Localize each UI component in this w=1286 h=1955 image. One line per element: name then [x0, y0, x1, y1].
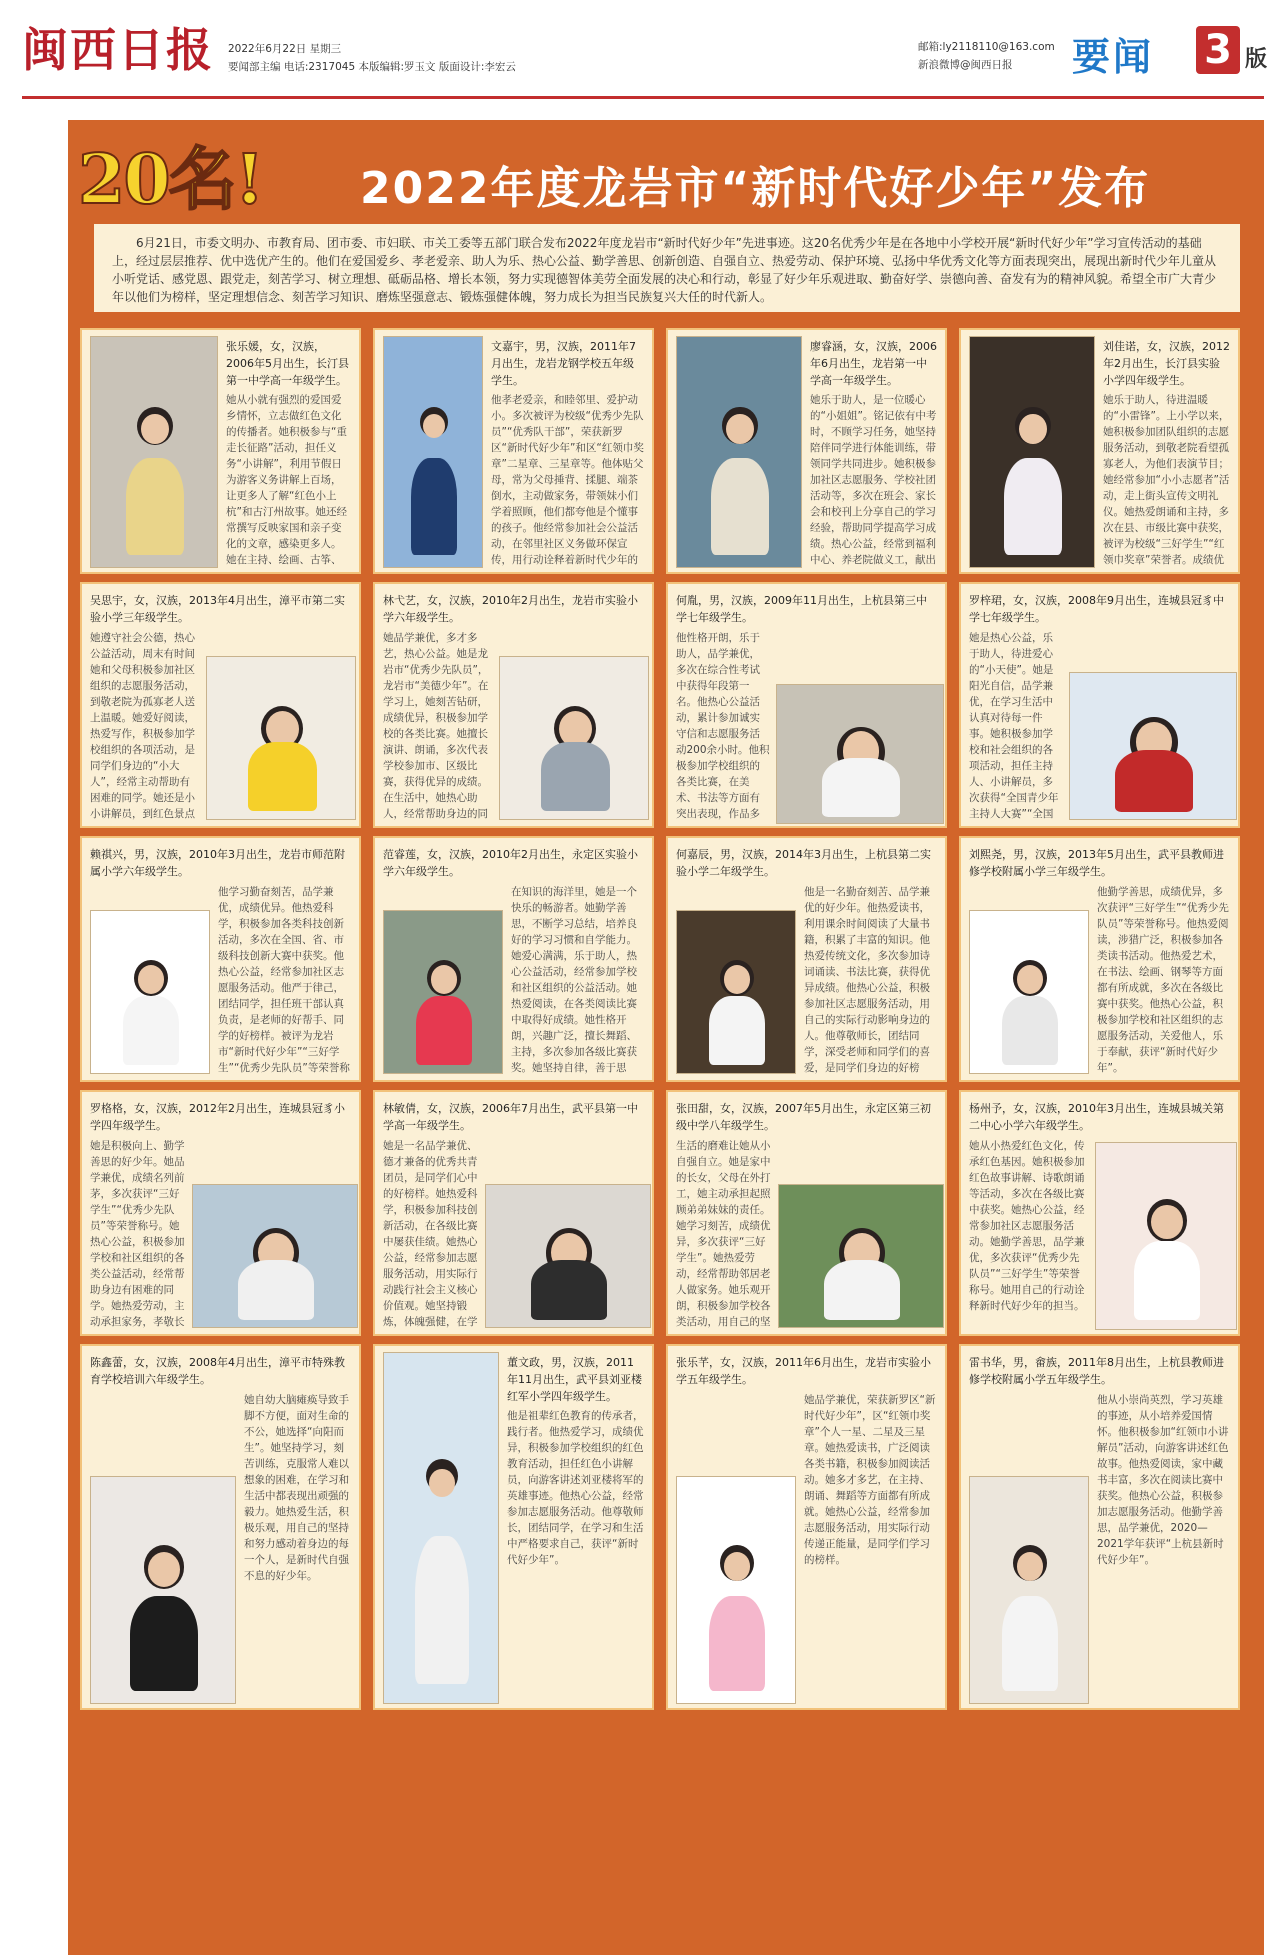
- profile-body: 她是一名品学兼优、德才兼备的优秀共青团员，是同学们心中的好榜样。她热爱科学，积极参加科技创新活动，在各级比赛中屡获佳绩。她热心公益，经常参加志愿服务活动，用实际行动践行社会主义核心价值观。她坚持锻炼，体魄强健，在学: [383, 1140, 478, 1328]
- student-photo: [776, 684, 944, 824]
- section-name: 要闻: [1072, 35, 1155, 79]
- profile-heading: 林敏倩，女，汉族，2006年7月出生，武平县第一中学高一年级学生。: [383, 1102, 638, 1132]
- page-unit: 版: [1245, 47, 1268, 72]
- editor-line: 要闻部主编 电话:2317045 本版编辑:罗玉文 版面设计:李宏云: [228, 61, 516, 73]
- profile-card: [373, 1344, 654, 1710]
- profile-card: [80, 328, 361, 574]
- profile-card: [80, 1344, 361, 1710]
- student-photo: [383, 1352, 499, 1704]
- student-photo: [676, 336, 802, 568]
- profile-card: [373, 1090, 654, 1336]
- profile-heading: 张乐媛，女，汉族，2006年5月出生，长汀县第一中学高一年级学生。: [226, 340, 349, 387]
- profile-card: [959, 1090, 1240, 1336]
- issue-date: 2022年6月22日 星期三: [228, 43, 342, 55]
- profile-heading: 董文政，男，汉族，2011年11月出生，武平县刘亚楼红军小学四年级学生。: [507, 1356, 642, 1403]
- headline-title: 2022年度龙岩市“新时代好少年”发布: [360, 163, 1151, 214]
- profile-heading: 刘熙尧，男，汉族，2013年5月出生，武平县教师进修学校附属小学三年级学生。: [969, 848, 1224, 878]
- profile-body: 她是积极向上、勤学善思的好少年。她品学兼优，成绩名列前茅，多次获评“三好学生”“优秀少先队员”等荣誉称号。她热心公益，积极参加学校和社区组织的各类公益活动，经常帮助身边有困难的同学。她热爱劳动，主动承担家务，孝敬长: [90, 1140, 185, 1328]
- profile-card: [959, 328, 1240, 574]
- profile-card: [373, 328, 654, 574]
- profile-card: [959, 1344, 1240, 1710]
- profile-card: [666, 836, 947, 1082]
- profile-card: [666, 582, 947, 828]
- intro-paragraph: 6月21日，市委文明办、市教育局、团市委、市妇联、市关工委等五部门联合发布2022年度龙岩市“新时代好少年”先进事迹。这20名优秀少年是在各地中小学校开展“新时代好少年”学习宣传活动的基础上，经过层层推荐、优中选优产生的。他们在爱国爱乡、孝老爱亲、助人为乐、热心公益、勤学善思、创新创造、自强自立、热爱劳动、保护环境、弘扬中华优秀文化等方面表现突出，展现出新时代少年儿童从小听党话、感党恩、跟党走，刻苦学习、树立理想、砥砺品格、增长本领，努力实现德智体美劳全面发展的决心和行动，彰显了好少年乐观进取、勤奋好学、崇德向善、奋发有为的精神风貌。希望全市广大青少年以他们为榜样，坚定理想信念、刻苦学习知识、磨炼坚强意志、锻炼强健体魄，努力成长为担当民族复兴大任的时代新人。: [94, 224, 1240, 312]
- page-number: 3: [1196, 26, 1240, 74]
- profile-body: 他勤学善思，成绩优异，多次获评“三好学生”“优秀少先队员”等荣誉称号。他热爱阅读，涉猎广泛，积极参加各类读书活动。他热爱艺术，在书法、绘画、钢琴等方面都有所成就，多次在各级比赛中获奖。他热心公益，积极参加学校和社区组织的志愿服务活动，关爱他人，乐于奉献，获评“新时代好少年”。: [1097, 886, 1229, 1074]
- student-photo: [383, 336, 483, 568]
- profile-body: 她是热心公益，乐于助人，待进爱心的“小天使”。她是阳光自信，品学兼优，在学习生活中认真对待每一件事。她积极参加学校和社会组织的各项活动，担任主持人、小讲解员，多次获得“全国青少年主持人大赛”“全国: [969, 632, 1059, 820]
- profile-body: 她乐于助人，待进温暖的“小雷锋”。上小学以来，她积极参加团队组织的志愿服务活动，到敬老院看望孤寡老人，为他们表演节目；她经常参加“小小志愿者”活动，走上街头宣传文明礼仪。她热爱朗诵和主持，多次在县、市级比赛中获奖，被评为校级“三好学生”“红领巾奖章”荣誉者。成绩优: [1103, 394, 1230, 566]
- student-photo: [676, 1476, 796, 1704]
- profile-card: [666, 1090, 947, 1336]
- profile-heading: 文嘉宇，男，汉族，2011年7月出生，龙岩龙钢学校五年级学生。: [491, 340, 636, 387]
- profile-body: 他从小崇尚英烈，学习英雄的事迹，从小培养爱国情怀。他积极参加“红领巾小讲解员”活动，向游客讲述红色故事。他热爱阅读，家中藏书丰富，多次在阅读比赛中获奖。他热心公益，积极参加志愿服务活动。他勤学善思，品学兼优，2020—2021学年获评“上杭县新时代好少年”。: [1097, 1394, 1229, 1566]
- student-photo: [969, 910, 1089, 1074]
- student-photo: [90, 336, 218, 568]
- issue-meta: [228, 40, 516, 76]
- profile-heading: 张田甜，女，汉族，2007年5月出生，永定区第三初级中学八年级学生。: [676, 1102, 931, 1132]
- contact-info: [918, 38, 1055, 74]
- profile-card: [80, 582, 361, 828]
- profile-heading: 何嘉辰，男，汉族，2014年3月出生，上杭县第二实验小学二年级学生。: [676, 848, 931, 878]
- profile-heading: 何胤，男，汉族，2009年11月出生，上杭县第三中学七年级学生。: [676, 594, 927, 624]
- student-photo: [90, 1476, 236, 1704]
- profile-card: [373, 582, 654, 828]
- profile-card: [80, 836, 361, 1082]
- profile-heading: 杨州予，女，汉族，2010年3月出生，连城县城关第二中心小学六年级学生。: [969, 1102, 1224, 1132]
- weibo-text: 新浪微博@闽西日报: [918, 59, 1013, 71]
- profile-body: 她乐于助人，是一位暖心的“小姐姐”。铭记依有中考时，不顾学习任务，她坚持陪伴同学进行体能训练，带领同学共同进步。她积极参加社区志愿服务、学校社团活动等，多次在班会、家长会和校刊上分享自己的学习经验，帮助同学提高学习成绩。热心公益，经常到福利中心、养老院做义工，献出: [810, 394, 937, 566]
- student-photo: [499, 656, 649, 820]
- profile-card: [80, 1090, 361, 1336]
- profile-body: 他是一名勤奋刻苦、品学兼优的好少年。他热爱读书，利用课余时间阅读了大量书籍，积累了丰富的知识。他热爱传统文化，多次参加诗词诵读、书法比赛，获得优异成绩。他热心公益，积极参加社区志愿服务活动，用自己的实际行动影响身边的人。他尊敬师长，团结同学，深受老师和同学们的喜爱，是同学们身边的好榜: [804, 886, 930, 1074]
- profile-body: 他学习勤奋刻苦，品学兼优，成绩优异。他热爱科学，积极参加各类科技创新活动，多次在全国、省、市级科技创新大赛中获奖。他热心公益，经常参加社区志愿服务活动。他严于律己，团结同学，担任班干部认真负责，是老师的好帮手、同学的好榜样。被评为龙岩市“新时代好少年”“三好学生”“优秀少先队员”等荣誉称: [218, 886, 350, 1074]
- student-photo: [383, 910, 503, 1074]
- profile-body: 在知识的海洋里，她是一个快乐的畅游者。她勤学善思，不断学习总结，培养良好的学习习惯和自学能力。她爱心满满，乐于助人，热心公益活动，经常参加学校和社区组织的公益活动。她热爱阅读，在各类阅读比赛中取得好成绩。她性格开朗，兴趣广泛，擅长舞蹈、主持，多次参加各级比赛获奖。她坚持自律，善于思: [511, 886, 637, 1074]
- student-photo: [1069, 672, 1237, 820]
- student-photo: [1095, 1142, 1237, 1330]
- header-rule: [22, 96, 1264, 99]
- profile-card: [666, 328, 947, 574]
- profile-heading: 陈鑫蕾，女，汉族，2008年4月出生，漳平市特殊教育学校培训六年级学生。: [90, 1356, 345, 1386]
- student-photo: [969, 336, 1095, 568]
- profile-card: [373, 836, 654, 1082]
- profile-body: 她品学兼优，多才多艺，热心公益。她是龙岩市“优秀少先队员”，龙岩市“美德少年”。在学习上，她刻苦钻研，成绩优异，积极参加学校的各类比赛。她擅长演讲、朗诵，多次代表学校参加市、区级比赛，获得优异的成绩。在生活中，她热心助人，经常帮助身边的同: [383, 632, 489, 820]
- profile-body: 生活的磨难让她从小自强自立。她是家中的长女，父母在外打工，她主动承担起照顾弟弟妹妹的责任。她学习刻苦，成绩优异，多次获评“三好学生”。她热爱劳动，经常帮助邻居老人做家务。她乐观开朗，积极参加学校各类活动，用自己的坚: [676, 1140, 771, 1328]
- student-photo: [778, 1184, 944, 1328]
- student-photo: [206, 656, 356, 820]
- profile-heading: 张乐芊，女，汉族，2011年6月出生，龙岩市实验小学五年级学生。: [676, 1356, 931, 1386]
- email-text: 邮箱:ly2118110@163.com: [918, 41, 1055, 53]
- profile-card: [959, 582, 1240, 828]
- student-photo: [90, 910, 210, 1074]
- headline-area: [68, 120, 1264, 218]
- feature-frame: [68, 120, 1264, 1955]
- headline-number: 20名!: [78, 140, 263, 220]
- profile-body: 她从小热爱红色文化，传承红色基因。她积极参加红色故事讲解、诗歌朗诵等活动，多次在各级比赛中获奖。她热心公益，经常参加社区志愿服务活动。她勤学善思，品学兼优，多次获评“优秀少先队员”“三好学生”等荣誉称号。她用自己的行动诠释新时代好少年的担当。: [969, 1140, 1085, 1312]
- profile-heading: 范睿莲，女，汉族，2010年2月出生，永定区实验小学六年级学生。: [383, 848, 638, 878]
- profile-body: 她从小就有强烈的爱国爱乡情怀，立志做红色文化的传播者。她积极参与“重走长征路”活动，担任义务“小讲解”，利用节假日为游客义务讲解上百场，让更多人了解“红色小上杭”和古汀州故事。她还经常撰写反映家国和亲子变化的文章，感染更多人。她在主持、绘画、古筝、: [226, 394, 347, 566]
- profile-heading: 罗梓珺，女，汉族，2008年9月出生，连城县冠豸中学七年级学生。: [969, 594, 1224, 624]
- profile-body: 他性格开朗，乐于助人，品学兼优，多次在综合性考试中获得年段第一名。他热心公益活动，累计参加诚实守信和志愿服务活动200余小时。他积极参加学校组织的各类比赛，在美术、书法等方面有突出表现，作品多: [676, 632, 770, 820]
- profile-heading: 赖祺兴，男，汉族，2010年3月出生，龙岩市师范附属小学六年级学生。: [90, 848, 345, 878]
- profile-body: 她遵守社会公德，热心公益活动，周末有时间她和父母积极参加社区组织的志愿服务活动，到敬老院为孤寡老人送上温暖。她爱好阅读，热爱写作，积极参加学校组织的各项活动，是同学们身边的“小大人”，经常主动帮助有困难的同学。她还是小小讲解员，到红色景点: [90, 632, 195, 820]
- profile-body: 他是祖辈红色教育的传承者，践行者。他热爱学习，成绩优异，积极参加学校组织的红色教育活动，担任红色小讲解员，向游客讲述刘亚楼将军的英雄事迹。他热心公益，经常参加志愿服务活动。他尊敬师长，团结同学，在学习和生活中严格要求自己，获评“新时代好少年”。: [507, 1410, 644, 1566]
- masthead: [0, 0, 1286, 98]
- student-photo: [676, 910, 796, 1074]
- profile-heading: 林弋艺，女，汉族，2010年2月出生，龙岩市实验小学六年级学生。: [383, 594, 638, 624]
- profile-body: 她品学兼优，荣获新罗区“新时代好少年”，区“红领巾奖章”个人一星、二星及三星章。她热爱读书，广泛阅读各类书籍，积极参加阅读活动。她多才多艺，在主持、朗诵、舞蹈等方面都有所成就。她热心公益，经常参加志愿服务活动，用实际行动传递正能量，是同学们学习的榜样。: [804, 1394, 936, 1566]
- profile-card: [666, 1344, 947, 1710]
- profile-heading: 罗格格，女，汉族，2012年2月出生，连城县冠豸小学四年级学生。: [90, 1102, 345, 1132]
- student-photo: [969, 1476, 1089, 1704]
- profile-body: 她自幼大脑瘫痪导致手脚不方便，面对生命的不公，她选择“向阳而生”。她坚持学习，刻苦训练，克服常人难以想象的困难，在学习和生活中都表现出顽强的毅力。她热爱生活，积极乐观，用自己的坚持和努力感动着身边的每一个人，是新时代自强不息的好少年。: [244, 1394, 349, 1582]
- profile-heading: 吴思宇，女，汉族，2013年4月出生，漳平市第二实验小学三年级学生。: [90, 594, 345, 624]
- profile-body: 他孝老爱亲，和睦邻里、爱护动小。多次被评为校级“优秀少先队员”“优秀队干部”，荣获新罗区“新时代好少年”和区“红领巾奖章”二星章、三星章等。他体贴父母，常为父母捶背、揉腿、端茶倒水，主动做家务，带领妹小们学着照顾，他们都夸他是个懂事的孩子。他经常参加社会公益活动，在邻里社区义务做环保宣传，用行动诠释着新时代少年的: [491, 394, 644, 566]
- profile-card: [959, 836, 1240, 1082]
- profile-heading: 刘佳诺，女，汉族，2012年2月出生，长汀县实验小学四年级学生。: [1103, 340, 1230, 387]
- profile-heading: 廖睿涵，女，汉族，2006年6月出生，龙岩第一中学高一年级学生。: [810, 340, 937, 387]
- student-photo: [485, 1184, 651, 1328]
- student-photo: [192, 1184, 358, 1328]
- profile-heading: 雷书华，男，畲族，2011年8月出生，上杭县教师进修学校附属小学五年级学生。: [969, 1356, 1224, 1386]
- newspaper-logo: 闽西日报: [22, 23, 214, 77]
